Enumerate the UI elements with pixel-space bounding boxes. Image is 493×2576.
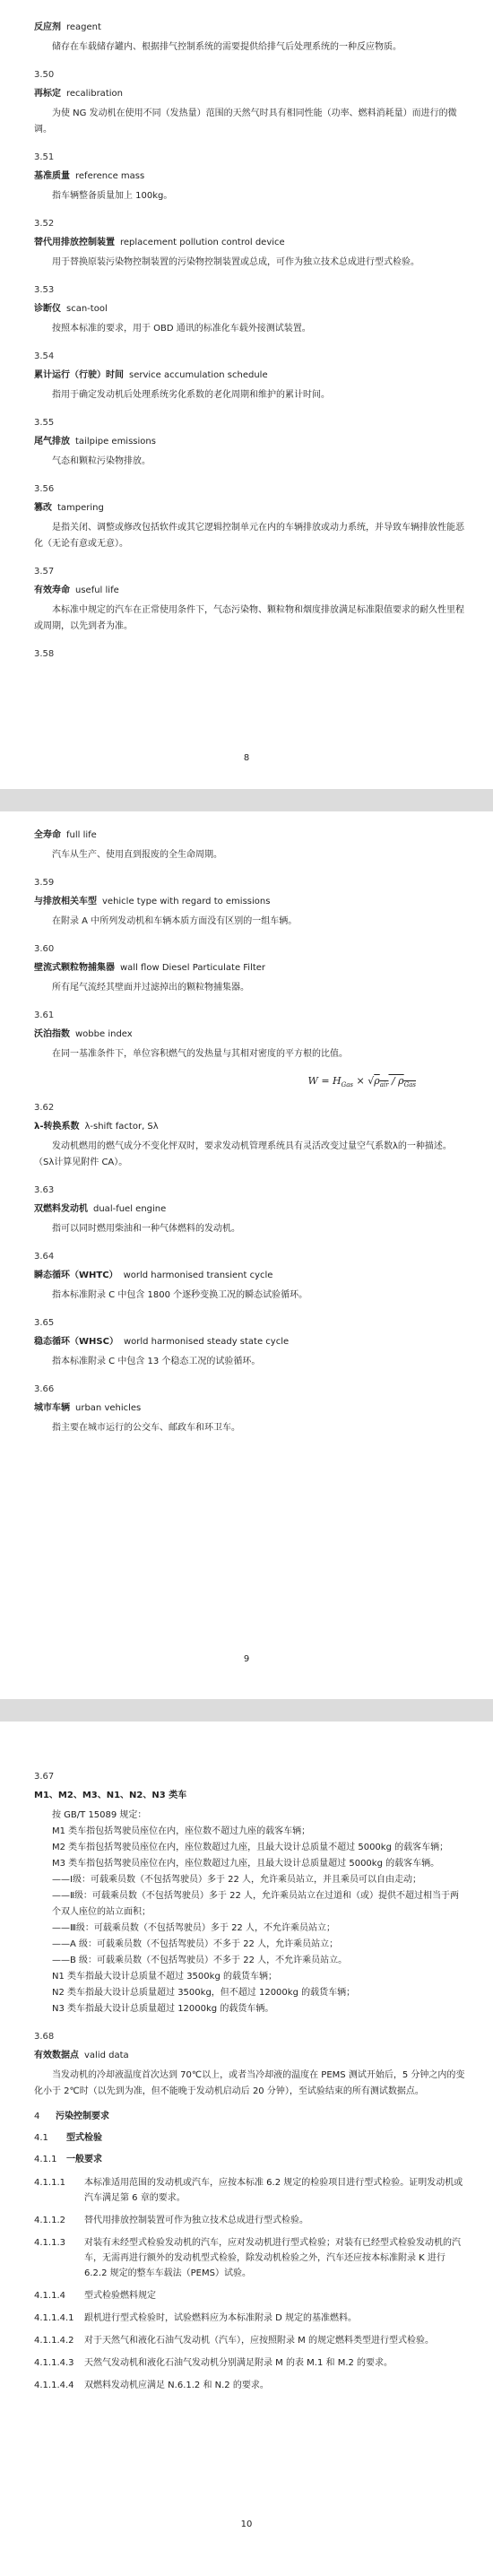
term-cn: 沃泊指数 [34, 1029, 70, 1039]
term-en: tampering [57, 503, 104, 513]
category-line: M2 类车指包括驾驶员座位在内，座位数超过九座，且最大设计总质量不超过 5000kg 的载客车辆； [52, 1843, 449, 1852]
clause-item [34, 2288, 466, 2303]
term-heading [34, 1402, 466, 1415]
term-heading [34, 962, 466, 975]
clause-number: 4.1.1.2 [34, 2216, 65, 2225]
definition-entry [34, 484, 466, 552]
clause-text: 本标准适用范围的发动机或汽车，应按本标准 6.2 规定的检验项目进行型式检验。证明发动机或汽车满足第 6 章的要求。 [84, 2178, 463, 2203]
category-line: N2 类车指最大设计总质量超过 3500kg，但不超过 12000kg 的载货车辆； [52, 1988, 356, 1998]
clause-number: 3.61 [34, 1010, 55, 1020]
term-heading [34, 22, 466, 34]
term-cn: 尾气排放 [34, 437, 70, 447]
term-en: λ-shift factor, Sλ [84, 1122, 159, 1132]
clause-text: 天然气发动机和液化石油气发动机分别满足附录 M 的表 M.1 和 M.2 的要求。 [84, 2358, 394, 2368]
definition-list [34, 811, 466, 1062]
clause-number: 3.65 [34, 1318, 55, 1329]
term-heading [34, 436, 466, 448]
term-definition: 指用于确定发动机后处理系统劣化系数的老化周期和维护的累计时间。 [52, 390, 330, 400]
definition-entry [34, 1384, 466, 1436]
term-cn: 双燃料发动机 [34, 1204, 88, 1215]
definition-entry [34, 878, 466, 930]
term-en: scan-tool [66, 304, 108, 314]
clause-text: 对装有未经型式检验发动机的汽车，应对发动机进行型式检验；对装有已经型式检验发动机的汽车，无需再进行额外的发动机型式检验，除发动机检验之外，汽车还应按本标准附录 K 进行 6.2.2 规定的整车车载法（PEMS）试验。 [84, 2238, 461, 2278]
clause-text: 跟机进行型式检验时，试验燃料应为本标准附录 D 规定的基准燃料。 [84, 2313, 358, 2323]
clause-number: 4.1.1.4.3 [34, 2358, 74, 2368]
section-heading: 4 污染控制要求 [34, 2112, 109, 2121]
term-cn: 诊断仪 [34, 304, 61, 314]
category-line: ——A 级：可载乘员数（不包括驾驶员）不多于 22 人，允许乘员站立； [52, 1939, 339, 1949]
term-definition: 是指关闭、调整或修改包括软件或其它逻辑控制单元在内的车辆排放或动力系统，并导致车辆排放性能恶化（无论有意或无意）。 [34, 523, 464, 549]
term-cn: 瞬态循环（WHTC） [34, 1271, 118, 1281]
clause-number: 3.67 [34, 1772, 55, 1782]
definition-entry [34, 649, 466, 660]
term-cn: 全寿命 [34, 830, 61, 840]
term-heading [34, 1028, 466, 1041]
term-heading [34, 237, 466, 249]
clause-item [34, 2311, 466, 2326]
term-heading [34, 1790, 466, 1802]
category-line: 按 GB/T 15089 规定： [52, 1810, 147, 1820]
category-line: N3 类车指最大设计总质量超过 12000kg 的载货车辆。 [52, 2004, 274, 2014]
clause-item [34, 2333, 466, 2348]
definition-entry [34, 1010, 466, 1062]
clause-number: 4.1.1.4.4 [34, 2381, 74, 2390]
term-definition: 本标准中规定的汽车在正常使用条件下，气态污染物、颗粒物和烟度排放满足标准限值要求的耐久性里程或周期，以先到者为准。 [34, 605, 464, 631]
category-line: ——Ⅱ级：可载乘员数（不包括驾驶员）多于 22 人，允许乘员站立在过道和（或）提供不超过相当于两个双人座位的站立面积； [52, 1891, 460, 1917]
term-definition: 指本标准附录 C 中包含 13 个稳态工况的试验循环。 [52, 1357, 261, 1367]
term-en: vehicle type with regard to emissions [102, 897, 271, 906]
definition-list [34, 0, 466, 660]
term-heading [34, 585, 466, 597]
term-cn: 累计运行（行驶）时间 [34, 370, 124, 380]
clause-number: 3.57 [34, 567, 55, 577]
term-heading [34, 1121, 466, 1133]
clause-item [34, 2235, 466, 2281]
term-definition: 指可以同时燃用柴油和一种气体燃料的发动机。 [52, 1224, 240, 1235]
term-en: replacement pollution control device [120, 238, 285, 247]
term-heading [34, 1270, 466, 1282]
term-en: reagent [66, 22, 101, 32]
category-line: ——Ⅰ级：可载乘员数（不包括驾驶员）多于 22 人，允许乘员站立，并且乘员可以自由走动； [52, 1875, 422, 1885]
clause-number: 4.1.1.4 [34, 2291, 65, 2301]
term-definition: 指本标准附录 C 中包含 1800 个逐秒变换工况的瞬态试验循环。 [52, 1290, 308, 1301]
clause-number: 3.50 [34, 70, 55, 80]
clause-number: 4.1.1.4.1 [34, 2313, 74, 2323]
document-page-9 [0, 811, 493, 1699]
clause-number: 4.1.1.3 [34, 2238, 65, 2248]
term-heading [34, 170, 466, 183]
definition-entry [34, 944, 466, 996]
clause-number: 4.1.1.1 [34, 2178, 65, 2188]
term-heading [34, 2050, 466, 2062]
term-definition: 气态和颗粒污染物排放。 [52, 456, 151, 466]
definition-entry [34, 351, 466, 403]
term-heading [34, 88, 466, 100]
clause-number: 4.1.1.4.2 [34, 2336, 74, 2346]
clause-number: 3.60 [34, 944, 55, 954]
term-en: useful life [75, 585, 119, 595]
clause-item [34, 2378, 466, 2393]
clause-number: 3.64 [34, 1252, 55, 1262]
definition-entry [34, 1252, 466, 1304]
term-cn: 篡改 [34, 503, 52, 513]
clause-number: 3.58 [34, 649, 55, 659]
term-definition: 指车辆整备质量加上 100kg。 [52, 191, 173, 201]
term-definition: 为使 NG 发动机在使用不同（发热量）范围的天然气时具有相同性能（功率、燃料消耗量）而进行的微调。 [34, 108, 457, 134]
term-heading [34, 1336, 466, 1349]
definition-entry [34, 567, 466, 635]
clause-number: 3.63 [34, 1185, 55, 1196]
clause-item [34, 2175, 466, 2206]
document-page-10 [0, 1722, 493, 2576]
term-heading [34, 369, 466, 382]
vehicle-category-list [34, 1808, 466, 2017]
clause-text: 双燃料发动机应满足 N.6.1.2 和 N.2 的要求。 [84, 2381, 269, 2390]
term-cn: M1、M2、M3、N1、N2、N3 类车 [34, 1791, 187, 1800]
term-en: wobbe index [75, 1029, 133, 1039]
clause-number: 3.52 [34, 219, 55, 229]
clause-item [34, 2355, 466, 2371]
term-definition: 储存在车载储存罐内、根据排气控制系统的需要提供给排气后处理系统的一种反应物质。 [52, 42, 402, 52]
section-heading: 4.1.1 一般要求 [34, 2155, 102, 2164]
term-definition: 发动机燃用的燃气成分不变化怦双时，要求发动机管理系统具有灵活改变过量空气系数λ的一种描述。（Sλ计算见附件 CA）。 [34, 1141, 452, 1168]
term-en: wall flow Diesel Particulate Filter [120, 963, 266, 973]
term-cn: 替代用排放控制装置 [34, 238, 115, 247]
category-line: M3 类车指包括驾驶员座位在内，座位数超过九座，且最大设计总质量超过 5000kg 的载客车辆。 [52, 1859, 440, 1869]
term-en: service accumulation schedule [129, 370, 268, 380]
definition-entry [34, 1103, 466, 1171]
term-definition: 当发动机的冷却液温度首次达到 70℃以上，或者当冷却液的温度在 PEMS 测试开始后，5 分钟之内的变化小于 2℃时（以先到为准，但不能晚于发动机启动后 20 分钟），至试验结束的所有测试数据点。 [34, 2070, 465, 2096]
term-heading [34, 829, 466, 842]
term-en: dual-fuel engine [93, 1204, 167, 1215]
clause-number: 3.66 [34, 1384, 55, 1395]
term-definition: 用于替换原装污染物控制装置的污染物控制装置或总成，可作为独立技术总成进行型式检验。 [52, 257, 419, 267]
section-heading: 4.1 型式检验 [34, 2133, 102, 2143]
page-number: 10 [240, 2520, 253, 2529]
term-cn: 城市车辆 [34, 1403, 70, 1414]
wobbe-formula: $W = H_{Gas} \times √\rho_{air} / \rho_{Gas}$ [307, 1075, 416, 1089]
term-en: world harmonised transient cycle [123, 1271, 273, 1281]
clause-number: 3.56 [34, 484, 55, 494]
term-heading [34, 303, 466, 316]
clause-number: 3.54 [34, 351, 55, 361]
term-cn: 反应剂 [34, 22, 61, 32]
clause-number: 3.55 [34, 418, 55, 428]
term-cn: 稳态循环（WHSC） [34, 1337, 118, 1348]
definition-entry [34, 152, 466, 204]
clause-number: 3.51 [34, 152, 55, 162]
clause-item [34, 2213, 466, 2228]
category-line: N1 类车指最大设计总质量不超过 3500kg 的载货车辆； [52, 1972, 277, 1982]
term-en: valid data [84, 2051, 129, 2060]
category-line: M1 类车指包括驾驶员座位在内，座位数不超过九座的载客车辆； [52, 1826, 311, 1836]
term-en: urban vehicles [75, 1403, 142, 1414]
term-cn: 有效数据点 [34, 2051, 79, 2060]
term-definition: 在同一基准条件下，单位容积燃气的发热量与其相对密度的平方根的比值。 [52, 1049, 348, 1059]
term-definition: 按照本标准的要求，用于 OBD 通讯的标准化车载外接测试装置。 [52, 324, 311, 334]
definition-entry [34, 1185, 466, 1237]
clause-text: 替代用排放控制装置可作为独立技术总成进行型式检验。 [84, 2216, 308, 2225]
term-en: full life [66, 830, 97, 840]
clause-text: 型式检验燃料规定 [84, 2291, 156, 2301]
term-cn: 再标定 [34, 89, 61, 99]
definition-entry [34, 1318, 466, 1370]
clause-number: 3.53 [34, 285, 55, 295]
category-line: ——Ⅲ级：可载乘员数（不包括驾驶员）多于 22 人，不允许乘员站立； [52, 1923, 335, 1933]
definition-entry [34, 70, 466, 138]
category-line: ——B 级：可载乘员数（不包括驾驶员）不多于 22 人，不允许乘员站立。 [52, 1956, 348, 1965]
clause-number: 3.62 [34, 1103, 55, 1114]
clause-text: 对于天然气和液化石油气发动机（汽车），应按照附录 M 的规定燃料类型进行型式检验。 [84, 2336, 434, 2346]
term-en: recalibration [66, 89, 123, 99]
term-heading [34, 502, 466, 515]
term-cn: λ-转换系数 [34, 1122, 80, 1132]
page-number: 8 [243, 753, 250, 763]
term-definition: 汽车从生产、使用直到报废的全生命周期。 [52, 850, 222, 860]
definition-entry [34, 285, 466, 337]
page-number: 9 [243, 1654, 250, 1664]
clause-number: 3.68 [34, 2032, 55, 2042]
term-definition: 指主要在城市运行的公交车、邮政车和环卫车。 [52, 1423, 240, 1434]
term-heading [34, 1203, 466, 1216]
document-page-8 [0, 0, 493, 789]
term-heading [34, 896, 466, 908]
clause-list [34, 2175, 466, 2393]
term-cn: 基准质量 [34, 171, 70, 181]
term-definition: 在附录 A 中所列发动机和车辆本质方面没有区别的一组车辆。 [52, 916, 298, 926]
definition-list-continued [34, 1103, 466, 1436]
definition-entry [34, 829, 466, 863]
term-cn: 壁流式颗粒物捕集器 [34, 963, 115, 973]
clause-number: 3.59 [34, 878, 55, 888]
definition-entry [34, 219, 466, 271]
term-cn: 与排放相关车型 [34, 897, 97, 906]
definition-entry [34, 22, 466, 56]
term-definition: 所有尾气流经其壁面并过滤掉出的颗粒物捕集器。 [52, 983, 249, 993]
term-cn: 有效寿命 [34, 585, 70, 595]
term-en: reference mass [75, 171, 145, 181]
term-en: tailpipe emissions [75, 437, 156, 447]
term-en: world harmonised steady state cycle [123, 1337, 290, 1348]
definition-entry [34, 418, 466, 470]
